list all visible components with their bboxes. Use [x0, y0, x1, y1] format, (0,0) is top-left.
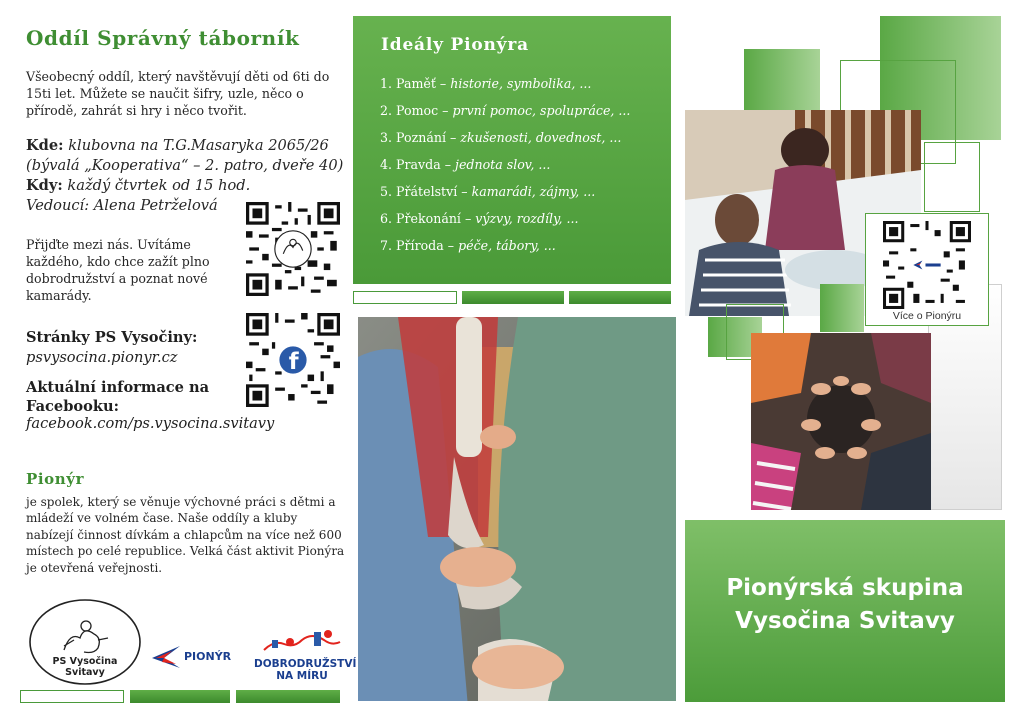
- where-detail: (bývalá „Kooperativa“ – 2. patro, dveře 40): [26, 157, 344, 174]
- decor-square: [820, 284, 864, 332]
- section-title: Oddíl Správný táborník: [26, 26, 300, 50]
- web-url-link[interactable]: psvysocina.pionyr.cz: [26, 349, 178, 366]
- where-value: klubovna na T.G.Masaryka 2065/26: [68, 137, 329, 154]
- qr-card-pionyr[interactable]: [865, 213, 989, 326]
- ideal-item: 5. Přátelství – kamarádi, zájmy, ...: [380, 184, 596, 199]
- qr-code-facebook[interactable]: [246, 313, 340, 407]
- facebook-heading: Aktuální informace na Facebooku:: [26, 379, 210, 415]
- ideal-item: 6. Překonání – výzvy, rozdíly, ...: [380, 211, 579, 226]
- decor-bar: [462, 291, 564, 304]
- welcome-text: Přijďte mezi nás. Uvítáme každého, kdo chce zažít plno dobrodružství a poznat nové kamarády.: [26, 237, 210, 303]
- ideal-item: 2. Pomoc – první pomoc, spolupráce, ...: [380, 103, 631, 118]
- decor-bar: [569, 291, 671, 304]
- when-label: Kdy:: [26, 177, 63, 194]
- pionyr-logo-text: PIONÝR: [184, 650, 232, 663]
- decor-bar: [130, 690, 230, 703]
- dob-logo-line1: DOBRODRUŽSTVÍ: [254, 658, 357, 670]
- where-label: Kde:: [26, 137, 64, 154]
- facebook-url-link[interactable]: facebook.com/ps.vysocina.svitavy: [26, 415, 275, 432]
- decor-bar: [353, 291, 457, 304]
- dob-logo-line2: NA MÍRU: [276, 670, 328, 682]
- ideal-item: 4. Pravda – jednota slov, ...: [380, 157, 551, 172]
- ideal-item: 7. Příroda – péče, tábory, ...: [380, 238, 556, 253]
- pionyr-logo: [150, 640, 240, 674]
- decor-square: [744, 49, 820, 111]
- svg-text:f: f: [288, 349, 299, 376]
- ps-logo-line1: PS Vysočina: [52, 656, 118, 667]
- ps-logo-line2: Svitavy: [65, 667, 105, 678]
- decor-square: [924, 142, 980, 212]
- leader-name: Vedoucí: Alena Petrželová: [26, 197, 218, 214]
- pionyr-heading: Pionýr: [26, 470, 85, 488]
- ideal-item: 3. Poznání – zkušenosti, dovednost, ...: [380, 130, 622, 145]
- pionyr-description: je spolek, který se věnuje výchovné práci s dětmi a mládeží ve volném čase. Naše oddíly a kluby nabízejí činnost dívkám a chlapcům na více než 600 místech po celé republice. Velká část aktivit Pionýra je otevřená veřejnosti.: [26, 495, 345, 575]
- kids-craft-photo: [358, 317, 676, 701]
- main-title-line2: Vysočina Svitavy: [735, 608, 955, 634]
- qr-card-label: Více o Pionýru: [892, 310, 962, 322]
- ideal-item: 1. Paměť – historie, symbolika, ...: [380, 76, 592, 91]
- ideals-title: Ideály Pionýra: [381, 35, 529, 55]
- ps-vysocina-logo: [28, 598, 142, 686]
- decor-bar: [20, 690, 124, 703]
- qr-code-club[interactable]: [246, 202, 340, 296]
- main-title-line1: Pionýrská skupina: [726, 575, 964, 601]
- when-value: každý čtvrtek od 15 hod.: [67, 177, 251, 194]
- dobrodruzstvi-logo: [254, 624, 357, 686]
- intro-text: Všeobecný oddíl, který navštěvují děti od 6ti do 15ti let. Můžete se naučit šifry, uzle, něco o přírodě, zahrát si hry i něco tvořit.: [26, 69, 330, 118]
- kids-circle-photo: [751, 333, 931, 510]
- main-title: [685, 572, 1005, 638]
- decor-bar: [236, 690, 340, 703]
- ideals-list: [380, 76, 630, 265]
- web-heading: Stránky PS Vysočiny:: [26, 329, 198, 346]
